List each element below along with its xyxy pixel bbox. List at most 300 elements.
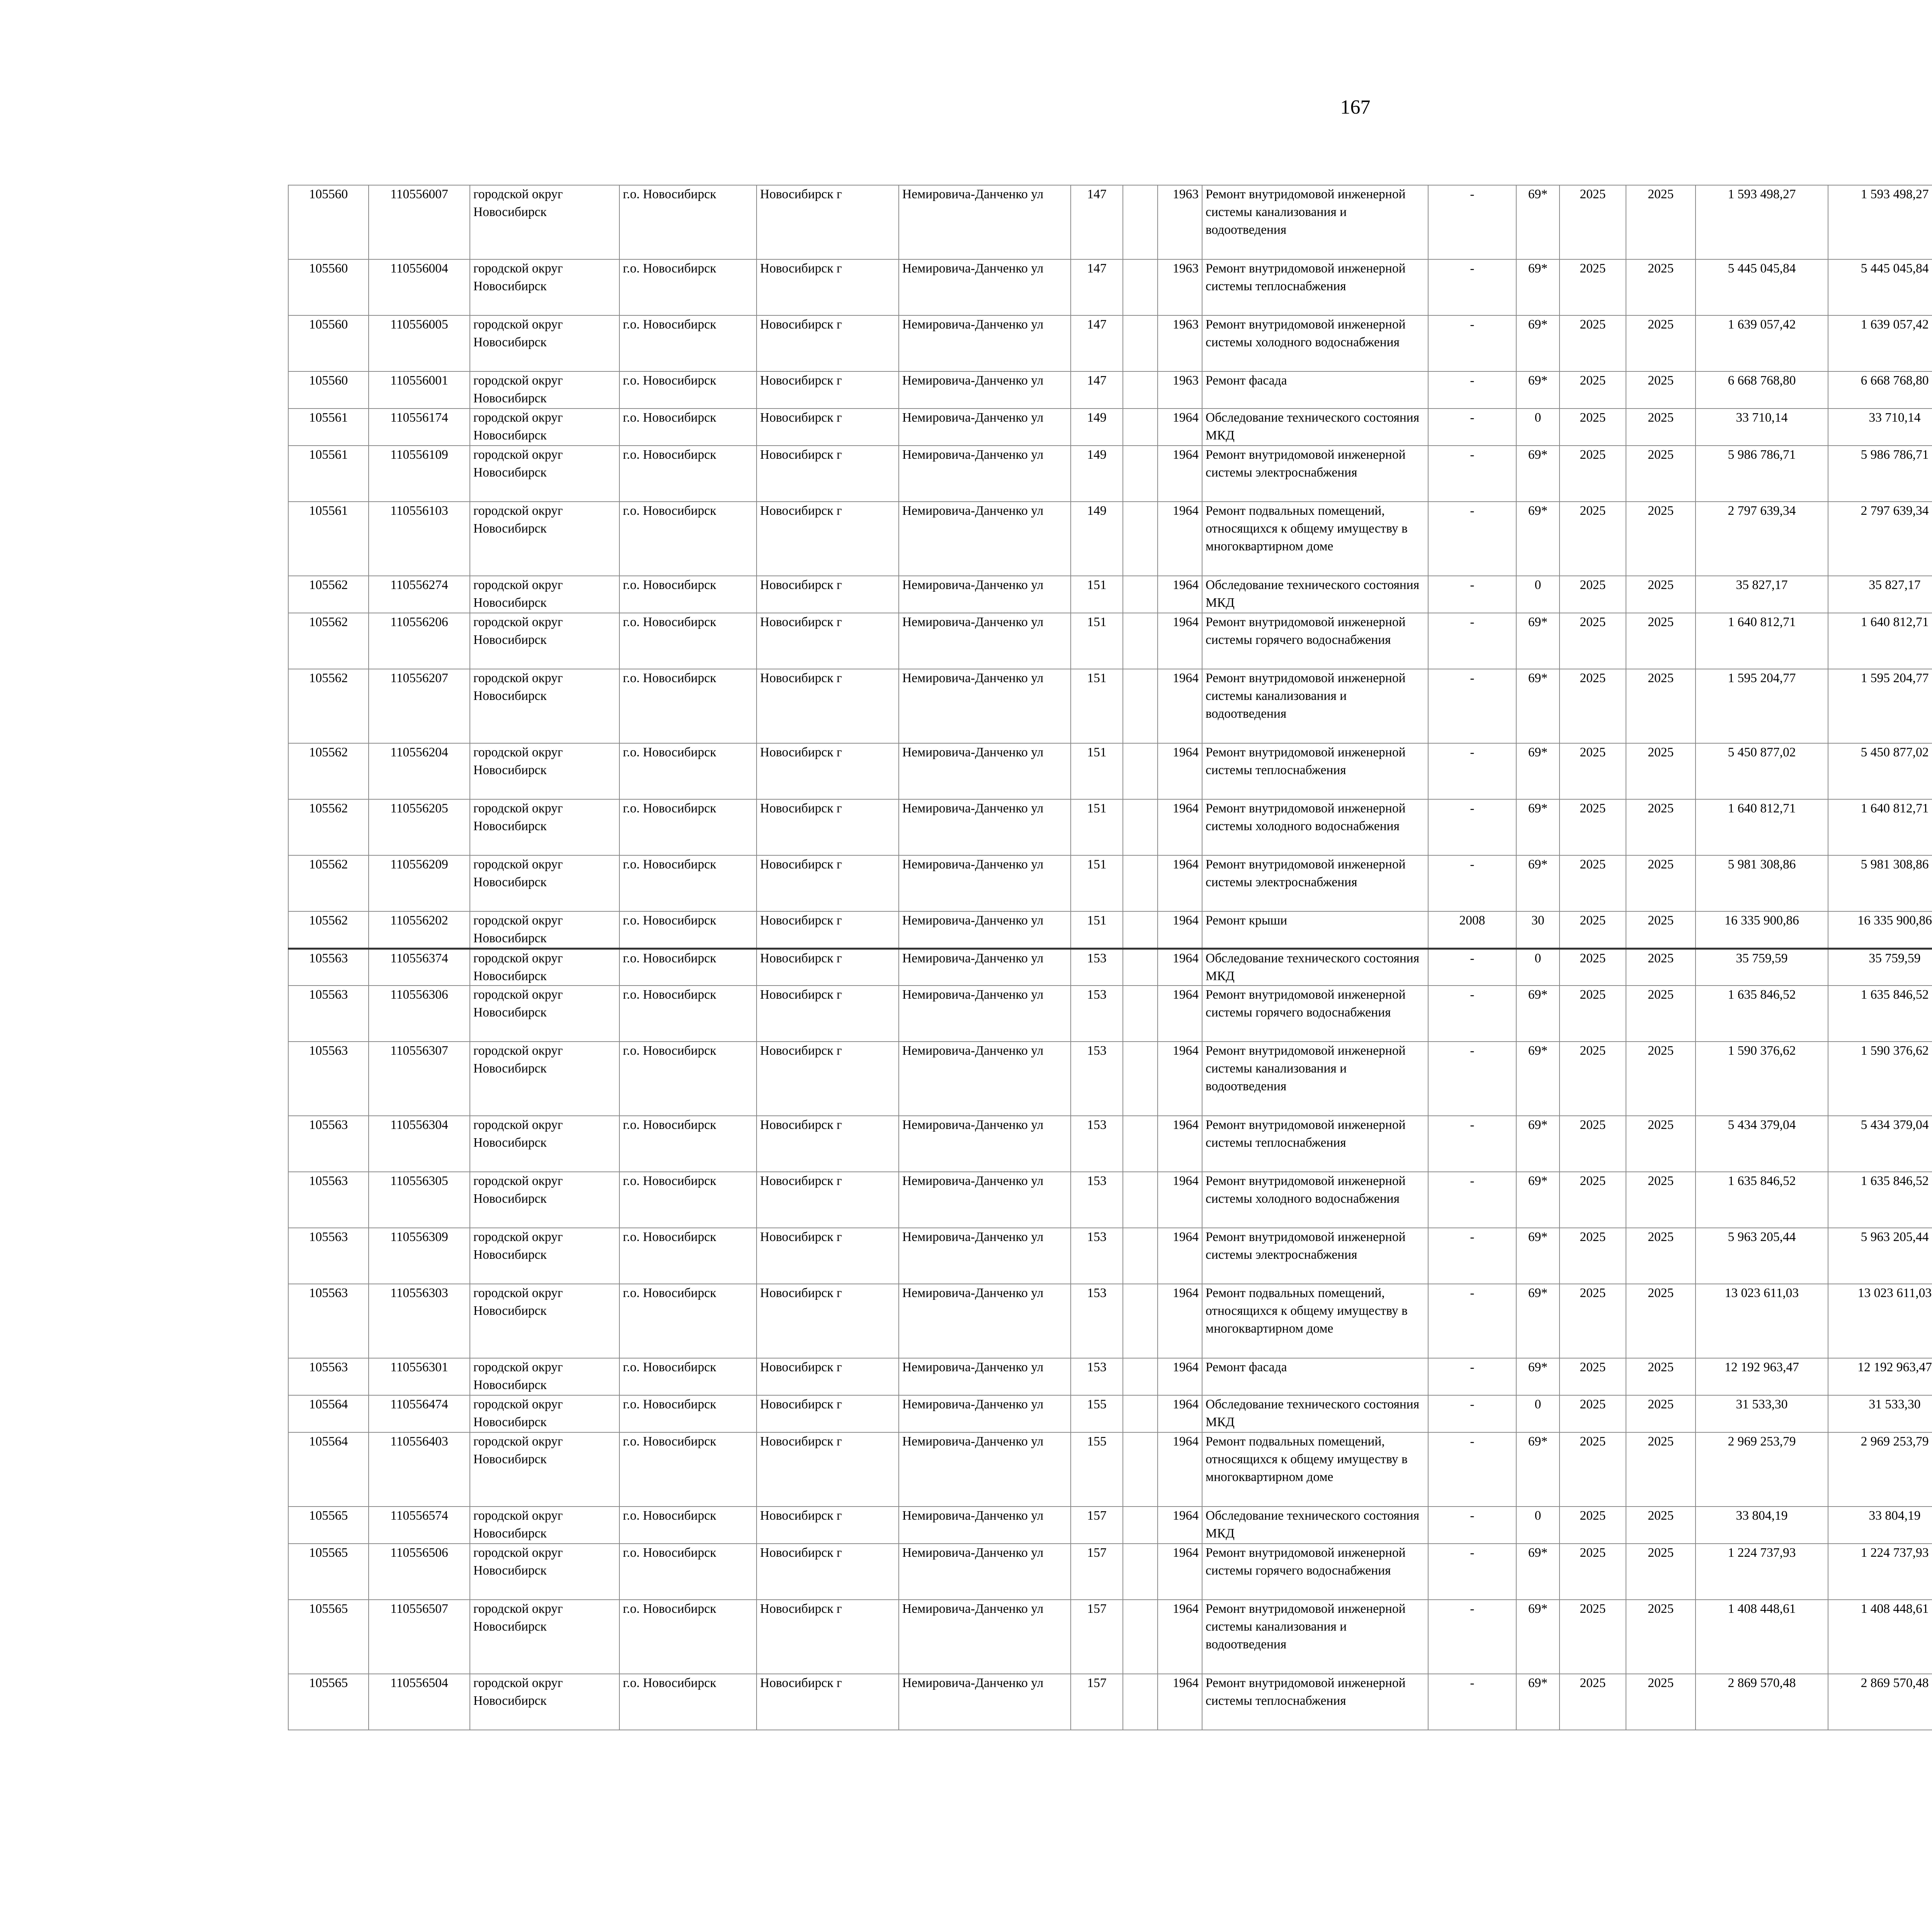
cell-work-type: Обследование технического состояния МКД bbox=[1202, 1395, 1428, 1432]
cell-municipality: городской округ Новосибирск bbox=[470, 669, 619, 743]
cell-code: 105563 bbox=[288, 948, 369, 986]
cell-start-year: 2025 bbox=[1560, 502, 1626, 576]
cell-municipality: городской округ Новосибирск bbox=[470, 1116, 619, 1172]
cell-city: Новосибирск г bbox=[757, 1284, 899, 1358]
cell-code: 105560 bbox=[288, 315, 369, 371]
cell-end-year: 2025 bbox=[1626, 259, 1696, 315]
cell-street: Немировича-Данченко ул bbox=[899, 446, 1071, 502]
cell-cost-total: 1 408 448,61 bbox=[1696, 1600, 1828, 1674]
cell-work-id: 110556109 bbox=[369, 446, 470, 502]
cell-end-year: 2025 bbox=[1626, 1284, 1696, 1358]
cell-start-year: 2025 bbox=[1560, 315, 1626, 371]
cell-build-year: 1964 bbox=[1158, 986, 1202, 1042]
cell-municipality: городской округ Новосибирск bbox=[470, 259, 619, 315]
cell-code: 105563 bbox=[288, 1116, 369, 1172]
table-row bbox=[288, 799, 1932, 855]
cell-build-year: 1963 bbox=[1158, 371, 1202, 409]
cell-okrug: г.о. Новосибирск bbox=[619, 911, 757, 948]
cell-okrug: г.о. Новосибирск bbox=[619, 409, 757, 446]
cell-city: Новосибирск г bbox=[757, 1544, 899, 1600]
cell-work-id: 110556202 bbox=[369, 911, 470, 948]
cell-last-repair-year: - bbox=[1428, 855, 1516, 911]
cell-code: 105561 bbox=[288, 446, 369, 502]
cell-okrug: г.о. Новосибирск bbox=[619, 259, 757, 315]
cell-build-year: 1964 bbox=[1158, 1674, 1202, 1730]
cell-last-repair-year: - bbox=[1428, 1042, 1516, 1116]
cell-work-type: Обследование технического состояния МКД bbox=[1202, 576, 1428, 613]
cell-building bbox=[1123, 1042, 1158, 1116]
cell-city: Новосибирск г bbox=[757, 1432, 899, 1507]
cell-work-type: Ремонт внутридомовой инженерной системы канализования и водоотведения bbox=[1202, 669, 1428, 743]
cell-street: Немировича-Данченко ул bbox=[899, 1674, 1071, 1730]
cell-building bbox=[1123, 1395, 1158, 1432]
table-row bbox=[288, 855, 1932, 911]
cell-end-year: 2025 bbox=[1626, 185, 1696, 259]
cell-okrug: г.о. Новосибирск bbox=[619, 371, 757, 409]
cell-last-repair-year: - bbox=[1428, 669, 1516, 743]
cell-cost-fund: 6 668 768,80 bbox=[1828, 371, 1932, 409]
cell-house: 149 bbox=[1071, 446, 1123, 502]
cell-build-year: 1964 bbox=[1158, 669, 1202, 743]
cell-work-id: 110556506 bbox=[369, 1544, 470, 1600]
cell-house: 155 bbox=[1071, 1432, 1123, 1507]
table-row bbox=[288, 259, 1932, 315]
cell-work-type: Ремонт внутридомовой инженерной системы холодного водоснабжения bbox=[1202, 315, 1428, 371]
cell-start-year: 2025 bbox=[1560, 986, 1626, 1042]
cell-okrug: г.о. Новосибирск bbox=[619, 986, 757, 1042]
cell-code: 105563 bbox=[288, 1358, 369, 1395]
cell-end-year: 2025 bbox=[1626, 502, 1696, 576]
cell-house: 155 bbox=[1071, 1395, 1123, 1432]
table-row bbox=[288, 371, 1932, 409]
cell-cost-fund: 1 640 812,71 bbox=[1828, 799, 1932, 855]
cell-cost-fund: 1 640 812,71 bbox=[1828, 613, 1932, 669]
cell-city: Новосибирск г bbox=[757, 315, 899, 371]
cell-code: 105562 bbox=[288, 855, 369, 911]
cell-municipality: городской округ Новосибирск bbox=[470, 1674, 619, 1730]
cell-code: 105560 bbox=[288, 185, 369, 259]
cell-last-repair-year: - bbox=[1428, 371, 1516, 409]
cell-start-year: 2025 bbox=[1560, 855, 1626, 911]
cell-city: Новосибирск г bbox=[757, 743, 899, 799]
cell-last-repair-year: - bbox=[1428, 1284, 1516, 1358]
cell-build-year: 1964 bbox=[1158, 1042, 1202, 1116]
cell-code: 105562 bbox=[288, 743, 369, 799]
cell-last-repair-year: - bbox=[1428, 1116, 1516, 1172]
cell-wear: 69* bbox=[1516, 1674, 1560, 1730]
cell-start-year: 2025 bbox=[1560, 1042, 1626, 1116]
cell-okrug: г.о. Новосибирск bbox=[619, 1544, 757, 1600]
cell-building bbox=[1123, 315, 1158, 371]
cell-city: Новосибирск г bbox=[757, 855, 899, 911]
cell-city: Новосибирск г bbox=[757, 986, 899, 1042]
cell-municipality: городской округ Новосибирск bbox=[470, 576, 619, 613]
table-row bbox=[288, 911, 1932, 948]
table-row bbox=[288, 1228, 1932, 1284]
cell-work-type: Ремонт внутридомовой инженерной системы канализования и водоотведения bbox=[1202, 1042, 1428, 1116]
cell-end-year: 2025 bbox=[1626, 576, 1696, 613]
cell-building bbox=[1123, 743, 1158, 799]
cell-building bbox=[1123, 1507, 1158, 1544]
cell-house: 153 bbox=[1071, 986, 1123, 1042]
table-row bbox=[288, 1674, 1932, 1730]
cell-wear: 69* bbox=[1516, 1172, 1560, 1228]
cell-last-repair-year: - bbox=[1428, 1172, 1516, 1228]
cell-last-repair-year: - bbox=[1428, 743, 1516, 799]
cell-start-year: 2025 bbox=[1560, 1228, 1626, 1284]
cell-end-year: 2025 bbox=[1626, 911, 1696, 948]
cell-cost-total: 33 710,14 bbox=[1696, 409, 1828, 446]
cell-last-repair-year: - bbox=[1428, 1674, 1516, 1730]
cell-end-year: 2025 bbox=[1626, 1674, 1696, 1730]
cell-city: Новосибирск г bbox=[757, 948, 899, 986]
cell-last-repair-year: - bbox=[1428, 986, 1516, 1042]
cell-build-year: 1964 bbox=[1158, 613, 1202, 669]
cell-build-year: 1964 bbox=[1158, 576, 1202, 613]
cell-last-repair-year: - bbox=[1428, 259, 1516, 315]
cell-work-id: 110556007 bbox=[369, 185, 470, 259]
cell-work-id: 110556004 bbox=[369, 259, 470, 315]
cell-start-year: 2025 bbox=[1560, 1358, 1626, 1395]
table-row bbox=[288, 1507, 1932, 1544]
cell-cost-fund: 1 224 737,93 bbox=[1828, 1544, 1932, 1600]
cell-house: 147 bbox=[1071, 315, 1123, 371]
cell-city: Новосибирск г bbox=[757, 371, 899, 409]
cell-build-year: 1964 bbox=[1158, 446, 1202, 502]
cell-house: 151 bbox=[1071, 613, 1123, 669]
cell-city: Новосибирск г bbox=[757, 1116, 899, 1172]
cell-street: Немировича-Данченко ул bbox=[899, 1284, 1071, 1358]
cell-start-year: 2025 bbox=[1560, 1395, 1626, 1432]
cell-city: Новосибирск г bbox=[757, 576, 899, 613]
cell-street: Немировича-Данченко ул bbox=[899, 855, 1071, 911]
cell-house: 153 bbox=[1071, 1358, 1123, 1395]
cell-wear: 0 bbox=[1516, 1507, 1560, 1544]
cell-street: Немировича-Данченко ул bbox=[899, 799, 1071, 855]
cell-okrug: г.о. Новосибирск bbox=[619, 1284, 757, 1358]
cell-cost-fund: 33 804,19 bbox=[1828, 1507, 1932, 1544]
cell-code: 105560 bbox=[288, 371, 369, 409]
table-row bbox=[288, 1544, 1932, 1600]
cell-city: Новосибирск г bbox=[757, 1358, 899, 1395]
cell-code: 105565 bbox=[288, 1600, 369, 1674]
cell-work-id: 110556507 bbox=[369, 1600, 470, 1674]
cell-wear: 69* bbox=[1516, 1432, 1560, 1507]
cell-street: Немировича-Данченко ул bbox=[899, 1358, 1071, 1395]
cell-municipality: городской округ Новосибирск bbox=[470, 1228, 619, 1284]
cell-last-repair-year: - bbox=[1428, 576, 1516, 613]
cell-work-id: 110556306 bbox=[369, 986, 470, 1042]
cell-end-year: 2025 bbox=[1626, 1042, 1696, 1116]
cell-okrug: г.о. Новосибирск bbox=[619, 669, 757, 743]
cell-municipality: городской округ Новосибирск bbox=[470, 315, 619, 371]
table-row bbox=[288, 502, 1932, 576]
cell-work-id: 110556374 bbox=[369, 948, 470, 986]
table-row bbox=[288, 948, 1932, 986]
cell-wear: 0 bbox=[1516, 948, 1560, 986]
repair-register-table bbox=[288, 185, 1932, 1730]
cell-last-repair-year: - bbox=[1428, 315, 1516, 371]
cell-building bbox=[1123, 371, 1158, 409]
cell-building bbox=[1123, 1432, 1158, 1507]
cell-street: Немировича-Данченко ул bbox=[899, 409, 1071, 446]
cell-street: Немировича-Данченко ул bbox=[899, 948, 1071, 986]
cell-building bbox=[1123, 669, 1158, 743]
cell-start-year: 2025 bbox=[1560, 911, 1626, 948]
cell-start-year: 2025 bbox=[1560, 1600, 1626, 1674]
cell-cost-fund: 12 192 963,47 bbox=[1828, 1358, 1932, 1395]
cell-work-id: 110556207 bbox=[369, 669, 470, 743]
cell-wear: 69* bbox=[1516, 669, 1560, 743]
cell-code: 105563 bbox=[288, 1042, 369, 1116]
cell-building bbox=[1123, 1358, 1158, 1395]
cell-building bbox=[1123, 576, 1158, 613]
cell-code: 105561 bbox=[288, 409, 369, 446]
cell-building bbox=[1123, 911, 1158, 948]
cell-wear: 69* bbox=[1516, 1600, 1560, 1674]
cell-cost-total: 13 023 611,03 bbox=[1696, 1284, 1828, 1358]
cell-cost-fund: 1 408 448,61 bbox=[1828, 1600, 1932, 1674]
cell-cost-total: 35 827,17 bbox=[1696, 576, 1828, 613]
cell-work-type: Ремонт внутридомовой инженерной системы теплоснабжения bbox=[1202, 259, 1428, 315]
cell-street: Немировича-Данченко ул bbox=[899, 1507, 1071, 1544]
cell-cost-total: 1 635 846,52 bbox=[1696, 986, 1828, 1042]
cell-municipality: городской округ Новосибирск bbox=[470, 1042, 619, 1116]
cell-build-year: 1964 bbox=[1158, 1284, 1202, 1358]
cell-cost-total: 5 450 877,02 bbox=[1696, 743, 1828, 799]
cell-street: Немировича-Данченко ул bbox=[899, 1395, 1071, 1432]
cell-municipality: городской округ Новосибирск bbox=[470, 1507, 619, 1544]
cell-wear: 30 bbox=[1516, 911, 1560, 948]
cell-last-repair-year: - bbox=[1428, 1395, 1516, 1432]
register-sheet bbox=[288, 185, 1932, 1730]
cell-end-year: 2025 bbox=[1626, 1395, 1696, 1432]
cell-start-year: 2025 bbox=[1560, 948, 1626, 986]
cell-wear: 0 bbox=[1516, 409, 1560, 446]
cell-build-year: 1964 bbox=[1158, 855, 1202, 911]
cell-okrug: г.о. Новосибирск bbox=[619, 613, 757, 669]
cell-start-year: 2025 bbox=[1560, 185, 1626, 259]
cell-street: Немировича-Данченко ул bbox=[899, 986, 1071, 1042]
cell-municipality: городской округ Новосибирск bbox=[470, 986, 619, 1042]
table-row bbox=[288, 669, 1932, 743]
cell-start-year: 2025 bbox=[1560, 1544, 1626, 1600]
cell-building bbox=[1123, 1116, 1158, 1172]
cell-work-id: 110556305 bbox=[369, 1172, 470, 1228]
cell-building bbox=[1123, 1544, 1158, 1600]
cell-build-year: 1964 bbox=[1158, 1228, 1202, 1284]
cell-building bbox=[1123, 409, 1158, 446]
cell-work-type: Ремонт подвальных помещений, относящихся к общему имуществу в многоквартирном доме bbox=[1202, 502, 1428, 576]
cell-city: Новосибирск г bbox=[757, 613, 899, 669]
cell-work-type: Обследование технического состояния МКД bbox=[1202, 1507, 1428, 1544]
cell-okrug: г.о. Новосибирск bbox=[619, 185, 757, 259]
cell-build-year: 1964 bbox=[1158, 1432, 1202, 1507]
cell-build-year: 1964 bbox=[1158, 948, 1202, 986]
cell-work-type: Ремонт крыши bbox=[1202, 911, 1428, 948]
cell-okrug: г.о. Новосибирск bbox=[619, 1172, 757, 1228]
cell-street: Немировича-Данченко ул bbox=[899, 259, 1071, 315]
cell-okrug: г.о. Новосибирск bbox=[619, 855, 757, 911]
cell-municipality: городской округ Новосибирск bbox=[470, 409, 619, 446]
cell-start-year: 2025 bbox=[1560, 799, 1626, 855]
cell-okrug: г.о. Новосибирск bbox=[619, 1042, 757, 1116]
cell-wear: 69* bbox=[1516, 1228, 1560, 1284]
cell-end-year: 2025 bbox=[1626, 1507, 1696, 1544]
cell-start-year: 2025 bbox=[1560, 669, 1626, 743]
table-row bbox=[288, 1116, 1932, 1172]
cell-last-repair-year: - bbox=[1428, 1544, 1516, 1600]
cell-work-id: 110556206 bbox=[369, 613, 470, 669]
cell-house: 153 bbox=[1071, 948, 1123, 986]
table-row bbox=[288, 1358, 1932, 1395]
cell-house: 153 bbox=[1071, 1284, 1123, 1358]
cell-cost-total: 35 759,59 bbox=[1696, 948, 1828, 986]
cell-build-year: 1964 bbox=[1158, 911, 1202, 948]
cell-city: Новосибирск г bbox=[757, 1395, 899, 1432]
cell-okrug: г.о. Новосибирск bbox=[619, 1507, 757, 1544]
cell-wear: 69* bbox=[1516, 371, 1560, 409]
cell-okrug: г.о. Новосибирск bbox=[619, 948, 757, 986]
cell-cost-total: 1 593 498,27 bbox=[1696, 185, 1828, 259]
cell-building bbox=[1123, 446, 1158, 502]
cell-build-year: 1964 bbox=[1158, 743, 1202, 799]
cell-house: 157 bbox=[1071, 1507, 1123, 1544]
cell-building bbox=[1123, 1600, 1158, 1674]
cell-work-type: Ремонт внутридомовой инженерной системы холодного водоснабжения bbox=[1202, 799, 1428, 855]
cell-municipality: городской округ Новосибирск bbox=[470, 1432, 619, 1507]
cell-end-year: 2025 bbox=[1626, 1228, 1696, 1284]
cell-end-year: 2025 bbox=[1626, 855, 1696, 911]
cell-code: 105563 bbox=[288, 986, 369, 1042]
cell-house: 147 bbox=[1071, 371, 1123, 409]
cell-street: Немировича-Данченко ул bbox=[899, 315, 1071, 371]
cell-street: Немировича-Данченко ул bbox=[899, 576, 1071, 613]
cell-okrug: г.о. Новосибирск bbox=[619, 1395, 757, 1432]
cell-work-id: 110556005 bbox=[369, 315, 470, 371]
cell-code: 105565 bbox=[288, 1544, 369, 1600]
cell-build-year: 1964 bbox=[1158, 1507, 1202, 1544]
cell-code: 105562 bbox=[288, 799, 369, 855]
cell-work-id: 110556103 bbox=[369, 502, 470, 576]
cell-municipality: городской округ Новосибирск bbox=[470, 743, 619, 799]
cell-municipality: городской округ Новосибирск bbox=[470, 948, 619, 986]
cell-street: Немировича-Данченко ул bbox=[899, 1228, 1071, 1284]
cell-code: 105561 bbox=[288, 502, 369, 576]
cell-code: 105563 bbox=[288, 1228, 369, 1284]
cell-cost-fund: 2 969 253,79 bbox=[1828, 1432, 1932, 1507]
table-row bbox=[288, 613, 1932, 669]
cell-cost-fund: 33 710,14 bbox=[1828, 409, 1932, 446]
cell-building bbox=[1123, 1674, 1158, 1730]
cell-code: 105564 bbox=[288, 1395, 369, 1432]
cell-work-id: 110556474 bbox=[369, 1395, 470, 1432]
cell-city: Новосибирск г bbox=[757, 185, 899, 259]
cell-work-id: 110556504 bbox=[369, 1674, 470, 1730]
cell-city: Новосибирск г bbox=[757, 446, 899, 502]
cell-code: 105563 bbox=[288, 1284, 369, 1358]
cell-end-year: 2025 bbox=[1626, 1116, 1696, 1172]
cell-house: 153 bbox=[1071, 1042, 1123, 1116]
cell-code: 105560 bbox=[288, 259, 369, 315]
cell-cost-fund: 5 450 877,02 bbox=[1828, 743, 1932, 799]
cell-work-type: Ремонт внутридомовой инженерной системы канализования и водоотведения bbox=[1202, 185, 1428, 259]
table-row bbox=[288, 986, 1932, 1042]
cell-cost-fund: 31 533,30 bbox=[1828, 1395, 1932, 1432]
cell-house: 151 bbox=[1071, 911, 1123, 948]
cell-end-year: 2025 bbox=[1626, 1544, 1696, 1600]
cell-cost-total: 6 668 768,80 bbox=[1696, 371, 1828, 409]
table-row bbox=[288, 1395, 1932, 1432]
cell-build-year: 1964 bbox=[1158, 1395, 1202, 1432]
cell-street: Немировича-Данченко ул bbox=[899, 743, 1071, 799]
cell-cost-fund: 2 797 639,34 bbox=[1828, 502, 1932, 576]
cell-cost-total: 2 797 639,34 bbox=[1696, 502, 1828, 576]
cell-build-year: 1963 bbox=[1158, 315, 1202, 371]
cell-city: Новосибирск г bbox=[757, 1507, 899, 1544]
table-row bbox=[288, 446, 1932, 502]
cell-build-year: 1964 bbox=[1158, 1600, 1202, 1674]
cell-city: Новосибирск г bbox=[757, 1042, 899, 1116]
cell-work-type: Обследование технического состояния МКД bbox=[1202, 948, 1428, 986]
cell-cost-fund: 1 639 057,42 bbox=[1828, 315, 1932, 371]
cell-work-id: 110556205 bbox=[369, 799, 470, 855]
cell-work-id: 110556274 bbox=[369, 576, 470, 613]
cell-wear: 69* bbox=[1516, 446, 1560, 502]
cell-last-repair-year: - bbox=[1428, 799, 1516, 855]
cell-code: 105562 bbox=[288, 669, 369, 743]
cell-house: 151 bbox=[1071, 855, 1123, 911]
table-row bbox=[288, 315, 1932, 371]
cell-end-year: 2025 bbox=[1626, 948, 1696, 986]
cell-start-year: 2025 bbox=[1560, 576, 1626, 613]
cell-cost-total: 1 639 057,42 bbox=[1696, 315, 1828, 371]
cell-last-repair-year: - bbox=[1428, 446, 1516, 502]
cell-cost-total: 12 192 963,47 bbox=[1696, 1358, 1828, 1395]
table-row bbox=[288, 185, 1932, 259]
cell-end-year: 2025 bbox=[1626, 799, 1696, 855]
cell-wear: 69* bbox=[1516, 502, 1560, 576]
table-row bbox=[288, 1284, 1932, 1358]
cell-work-id: 110556304 bbox=[369, 1116, 470, 1172]
cell-building bbox=[1123, 259, 1158, 315]
cell-end-year: 2025 bbox=[1626, 669, 1696, 743]
cell-building bbox=[1123, 986, 1158, 1042]
cell-cost-total: 1 224 737,93 bbox=[1696, 1544, 1828, 1600]
cell-municipality: городской округ Новосибирск bbox=[470, 613, 619, 669]
table-row bbox=[288, 1042, 1932, 1116]
cell-last-repair-year: - bbox=[1428, 1228, 1516, 1284]
cell-street: Немировича-Данченко ул bbox=[899, 1432, 1071, 1507]
cell-work-type: Ремонт внутридомовой инженерной системы горячего водоснабжения bbox=[1202, 613, 1428, 669]
table-row bbox=[288, 1600, 1932, 1674]
cell-city: Новосибирск г bbox=[757, 911, 899, 948]
cell-build-year: 1964 bbox=[1158, 1116, 1202, 1172]
cell-city: Новосибирск г bbox=[757, 1228, 899, 1284]
cell-wear: 69* bbox=[1516, 259, 1560, 315]
cell-building bbox=[1123, 855, 1158, 911]
cell-start-year: 2025 bbox=[1560, 409, 1626, 446]
cell-street: Немировича-Данченко ул bbox=[899, 502, 1071, 576]
cell-city: Новосибирск г bbox=[757, 259, 899, 315]
table-row bbox=[288, 743, 1932, 799]
cell-wear: 69* bbox=[1516, 743, 1560, 799]
cell-cost-fund: 13 023 611,03 bbox=[1828, 1284, 1932, 1358]
cell-cost-fund: 5 434 379,04 bbox=[1828, 1116, 1932, 1172]
table-row bbox=[288, 576, 1932, 613]
page-number: 167 bbox=[1340, 96, 1371, 118]
cell-wear: 69* bbox=[1516, 1116, 1560, 1172]
